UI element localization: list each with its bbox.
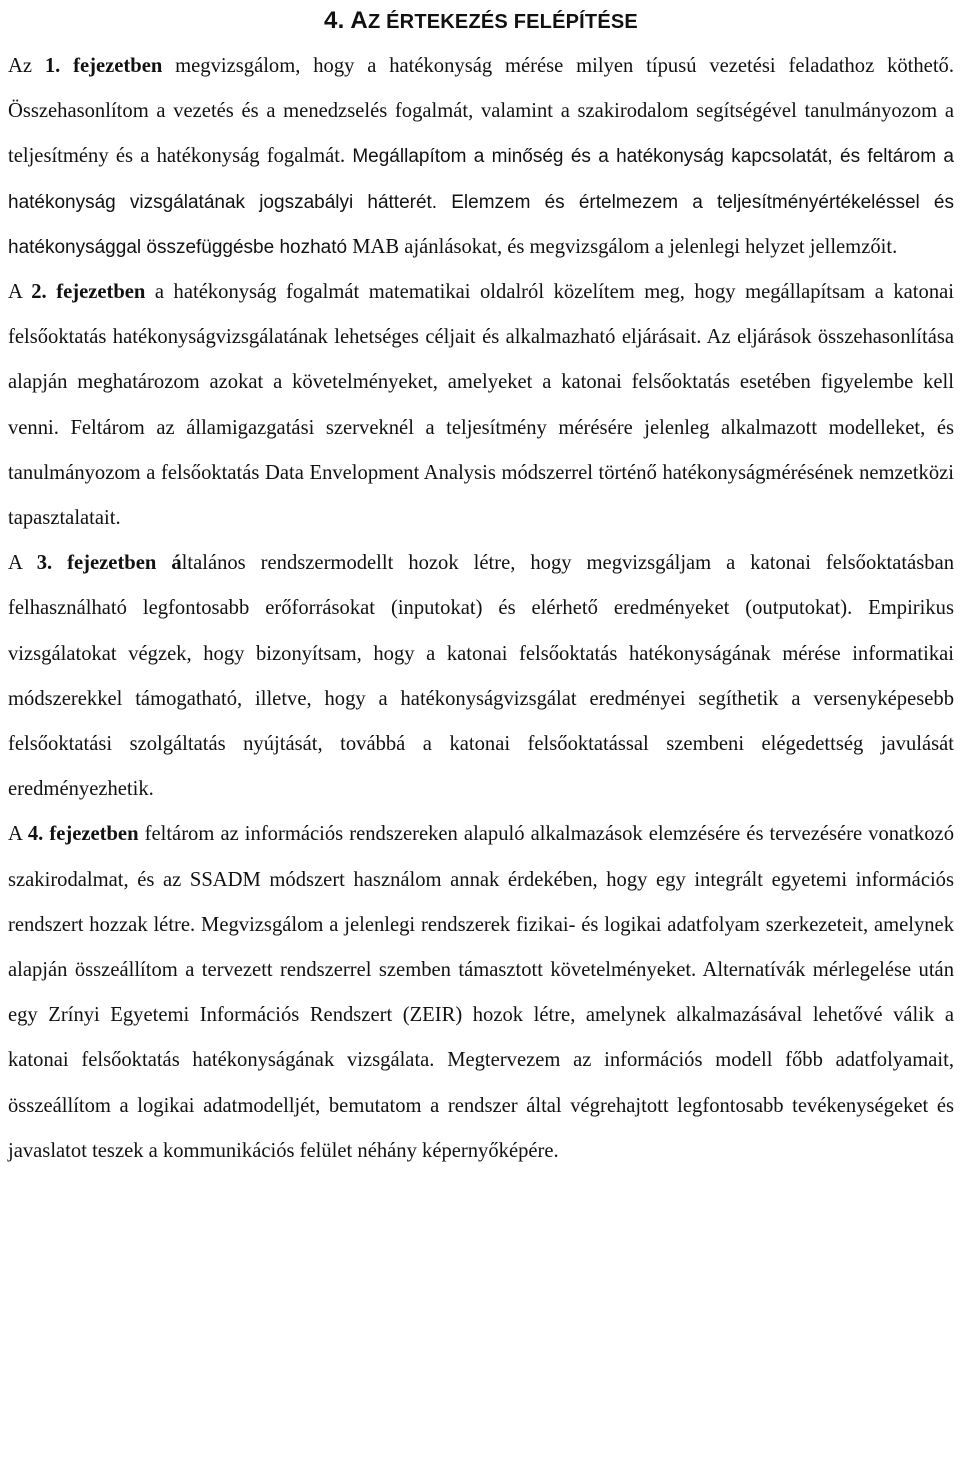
section-heading <box>8 0 954 44</box>
document-page <box>8 0 954 1174</box>
paragraph-chapter-2 <box>8 270 954 541</box>
paragraph-chapter-1 <box>8 44 954 270</box>
paragraph-text: feltárom az információs rendszereken alapuló alkalmazások elemzésére és tervezésére vonatkozó szakirodalmat, és az SSADM módszert használom annak érdekében, hogy egy integrált egyetemi információs rendszert hozzak létre. Megvizsgálom a jelenlegi rendszerek fizikai- és logikai adatfolyam szerkezeteit, amelynek alapján összeállítom a tervezett rendszerrel szemben támasztott követelményeket. Alternatívák mérlegelése után egy Zrínyi Egyetemi Információs Rendszert (ZEIR) hozok létre, amelynek alkalmazásával lehetővé válik a katonai felsőoktatás hatékonyságának vizsgálata. Megtervezem az információs modell főbb adatfolyamait, összeállítom a logikai adatmodelljét, bemutatom a rendszer által végrehajtott legfontosabb tevékenységeket és javaslatot teszek a kommunikációs felület néhány képernyőképére. <box>8 823 954 1162</box>
chapter-reference: 3. fejezetben á <box>36 552 182 575</box>
paragraph-prefix: A <box>8 552 37 575</box>
paragraph-prefix: A <box>8 281 32 304</box>
paragraph-text: a hatékonyság fogalmát matematikai oldalról közelítem meg, hogy megállapítsam a katonai felsőoktatás hatékonyságvizsgálatának lehetséges céljait és alkalmazható eljárásait. Az eljárások összehasonlítása alapján meghatározom azokat a követelményeket, amelyeket a katonai felsőoktatás esetében figyelembe kell venni. Feltárom az államigazgatási szerveknél a teljesítmény mérésére jelenleg alkalmazott modelleket, és tanulmányozom a felsőoktatás Data Envelopment Analysis módszerrel történő hatékonyságmérésének nemzetközi tapasztalatait. <box>8 281 954 530</box>
paragraph-text: megvizsgálom, hogy a hatékonyság mérése milyen típusú vezetési feladathoz köthető. Összehasonlítom a vezetés és a menedzselés fogalmát, valamint a szakirodalom segítségével tanulmányozom a teljesítmény és a hatékonyság fogalmát. <box>8 55 954 168</box>
chapter-reference: 4. fejezetben <box>27 823 139 846</box>
paragraph-chapter-4 <box>8 812 954 1174</box>
heading-rest: Z ÉRTEKEZÉS FELÉPÍTÉSE <box>367 11 638 33</box>
heading-first-letter: A <box>350 7 368 34</box>
chapter-reference: 1. fejezetben <box>44 55 163 77</box>
paragraph-chapter-3 <box>8 541 954 812</box>
paragraph-text: MAB ajánlásokat, és megvizsgálom a jelenlegi helyzet jellemzőit. <box>347 235 898 258</box>
paragraph-text-sans: Megállapítom a minőség és a hatékonyság kapcsolatát, és feltárom a hatékonyság vizsgálatának jogszabályi hátterét. Elemzem és értelmezem a teljesítményértékeléssel és hatékonysággal összefüggésbe hozható <box>8 146 954 258</box>
paragraph-prefix: Az <box>8 55 45 77</box>
heading-number: 4. <box>324 7 345 34</box>
paragraph-prefix: A <box>8 823 28 846</box>
paragraph-text: ltalános rendszermodellt hozok létre, hogy megvizsgáljam a katonai felsőoktatásban felhasználható legfontosabb erőforrásokat (inputokat) és elérhető eredményeket (outputokat). Empirikus vizsgálatokat végzek, hogy bizonyítsam, hogy a katonai felsőoktatás hatékonyságának mérése informatikai módszerekkel támogatható, illetve, hogy a hatékonyságvizsgálat eredményei segíthetik a versenyképesebb felsőoktatási szolgáltatás nyújtását, továbbá a katonai felsőoktatással szembeni elégedettség javulását eredményezhetik. <box>8 552 955 801</box>
chapter-reference: 2. fejezetben <box>31 281 146 304</box>
